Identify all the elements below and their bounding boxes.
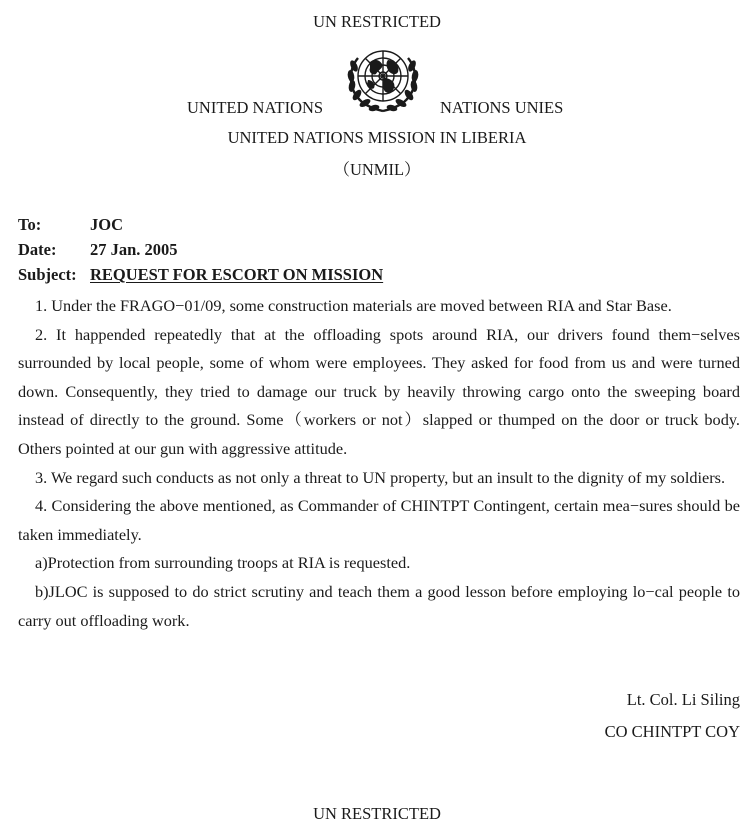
signatory-name: Lt. Col. Li Siling (626, 690, 740, 709)
subject-row (18, 262, 383, 287)
memo-header (18, 212, 383, 287)
item-a: a)Protection from surrounding troops at RIA is requested. (35, 553, 411, 573)
memo-body (18, 292, 740, 635)
signature-block (605, 684, 740, 748)
org-name-english: UNITED NATIONS (187, 98, 324, 117)
subject-label: Subject: (18, 265, 77, 284)
mission-name: UNITED NATIONS MISSION IN LIBERIA (227, 128, 527, 147)
date-label: Date: (18, 240, 57, 259)
org-name-french: NATIONS UNIES (440, 98, 564, 117)
signatory-title: CO CHINTPT COY (604, 722, 740, 741)
paragraph-2: 2. It happended repeatedly that at the offloading spots around RIA, our drivers found them−selves surrounded by local people, some of whom were employees. They asked for food from us and were turned down. Consequently, they tried to damage our truck by heavily throwing cargo onto the sweeping board instead of directly to the ground. Some（workers or not）slapped or thumped on the door or truck body. Others pointed at our gun with aggressive attitude. (18, 324, 740, 458)
date-row (18, 237, 383, 262)
date-value: 27 Jan. 2005 (90, 240, 178, 259)
to-label: To: (18, 215, 42, 234)
to-row (18, 212, 383, 237)
subject-value: REQUEST FOR ESCORT ON MISSION (90, 265, 384, 284)
to-value: JOC (90, 215, 123, 234)
classification-bottom: UN RESTRICTED (313, 804, 441, 823)
paragraph-3: 3. We regard such conducts as not only a threat to UN property, but an insult to the dignity of my soldiers. (35, 467, 726, 487)
mission-abbreviation: （UNMIL） (333, 160, 421, 179)
paragraph-1: 1. Under the FRAGO−01/09, some construction materials are moved between RIA and Star Base. (35, 296, 672, 315)
un-emblem-icon (340, 40, 426, 114)
classification-top: UN RESTRICTED (313, 12, 441, 31)
item-b: b)JLOC is supposed to do strict scrutiny and teach them a good lesson before employing lo−cal people to carry out offloading work. (18, 581, 740, 630)
paragraph-4: 4. Considering the above mentioned, as Commander of CHINTPT Contingent, certain mea−sures should be taken immediately. (18, 496, 740, 544)
